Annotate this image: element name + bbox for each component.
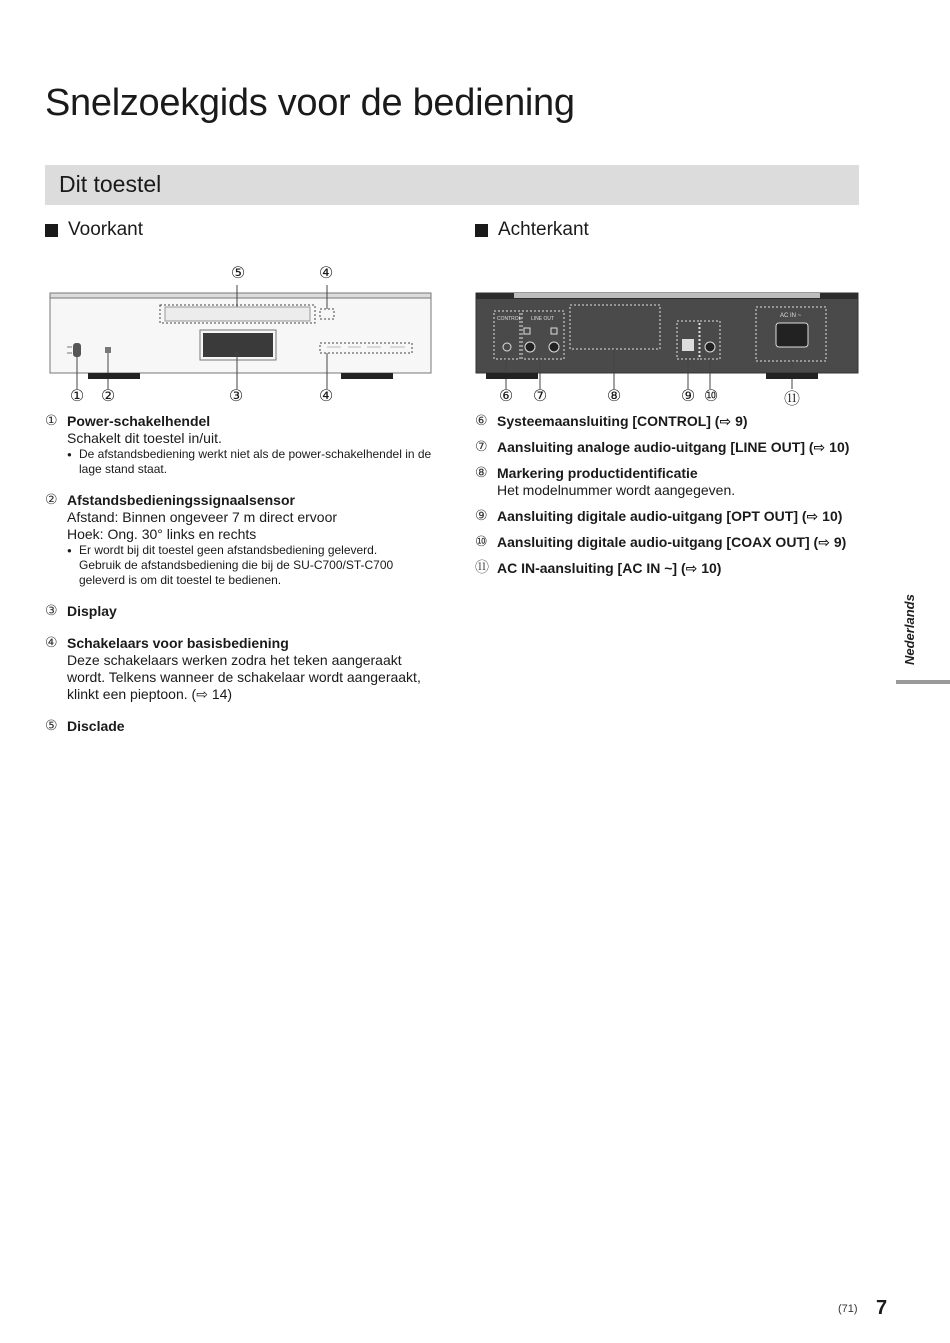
callout-10: ⑩ <box>703 386 719 405</box>
item-heading: Aansluiting digitale audio-uitgang [COAX OUT] (⇨ 9) <box>497 534 847 550</box>
list-item <box>45 635 435 703</box>
item-text: Het modelnummer wordt aangegeven. <box>497 482 736 498</box>
back-heading <box>475 219 589 241</box>
item-heading: Disclade <box>67 718 125 734</box>
back-heading-label: Achterkant <box>498 219 589 240</box>
back-items-list <box>475 413 875 586</box>
item-number: ⑤ <box>45 718 58 734</box>
page-number: 7 <box>876 1297 888 1319</box>
item-number: ⑩ <box>475 534 488 550</box>
language-tab-marker <box>896 680 950 684</box>
front-panel-illustration <box>45 285 435 389</box>
list-item <box>475 508 875 525</box>
item-heading: Systeemaansluiting [CONTROL] (⇨ 9) <box>497 413 748 429</box>
front-heading-label: Voorkant <box>68 219 143 240</box>
item-number: ② <box>45 492 58 508</box>
item-heading: Aansluiting digitale audio-uitgang [OPT OUT] (⇨ 10) <box>497 508 843 524</box>
language-tab-label: Nederlands <box>902 594 917 665</box>
item-text: Schakelt dit toestel in/uit. <box>67 430 222 446</box>
back-panel-illustration <box>474 285 864 389</box>
item-number: ⑦ <box>475 439 488 455</box>
item-heading: Power-schakelhendel <box>67 413 211 429</box>
item-text: Hoek: Ong. 30° links en rechts <box>67 526 257 542</box>
callout-4-bottom: ④ <box>318 386 334 405</box>
item-number: ⑧ <box>475 465 488 481</box>
front-items-list <box>45 413 435 744</box>
item-number: ⑨ <box>475 508 488 524</box>
callout-11: ⑪ <box>783 389 800 408</box>
item-heading: Markering productidentificatie <box>497 465 698 481</box>
footer-reference: (71) <box>838 1303 858 1315</box>
list-item <box>45 492 435 588</box>
list-item <box>475 439 875 456</box>
list-item <box>45 413 435 477</box>
line-out-port-label: LINE OUT <box>531 316 555 322</box>
section-title: Dit toestel <box>59 171 162 197</box>
control-port-label: CONTROL <box>497 316 522 322</box>
item-heading: AC IN-aansluiting [AC IN ~] (⇨ 10) <box>497 560 722 576</box>
item-heading: Afstandsbedieningssignaalsensor <box>67 492 295 508</box>
item-note: ● Er wordt bij dit toestel geen afstandsbediening geleverd. <box>67 543 435 558</box>
callout-5-top: ⑤ <box>230 263 246 282</box>
item-number: ③ <box>45 603 58 619</box>
item-number: ⑥ <box>475 413 488 429</box>
section-header <box>45 165 859 205</box>
item-number: ④ <box>45 635 58 651</box>
callout-4-top: ④ <box>318 263 334 282</box>
list-item <box>475 465 875 499</box>
square-bullet-icon <box>45 224 58 237</box>
list-item <box>475 534 875 551</box>
item-text: Deze schakelaars werken zodra het teken aangeraakt wordt. Telkens wanneer de schakelaar wordt aangeraakt, klinkt een pieptoon. (⇨ 14) <box>67 652 421 702</box>
page-title: Snelzoekgids voor de bediening <box>45 82 575 124</box>
item-heading: Display <box>67 603 117 619</box>
list-item <box>475 560 875 577</box>
list-item <box>45 718 435 735</box>
callout-3: ③ <box>228 386 244 405</box>
front-heading <box>45 219 143 241</box>
item-number: ① <box>45 413 58 429</box>
list-item <box>45 603 435 620</box>
item-heading: Aansluiting analoge audio-uitgang [LINE OUT] (⇨ 10) <box>497 439 850 455</box>
item-note: ● De afstandsbediening werkt niet als de power-schakelhendel in de lage stand staat. <box>67 447 435 477</box>
callout-9: ⑨ <box>680 386 696 405</box>
item-number: ⑪ <box>475 560 489 576</box>
callout-7: ⑦ <box>532 386 548 405</box>
item-note: Gebruik de afstandsbediening die bij de SU-C700/ST-C700 geleverd is om dit toestel te bedienen. <box>79 558 394 587</box>
callout-1: ① <box>69 386 85 405</box>
square-bullet-icon <box>475 224 488 237</box>
item-heading: Schakelaars voor basisbediening <box>67 635 289 651</box>
item-text: Afstand: Binnen ongeveer 7 m direct ervoor <box>67 509 338 525</box>
ac-in-port-label: AC IN ~ <box>780 313 802 319</box>
callout-8: ⑧ <box>606 386 622 405</box>
callout-6: ⑥ <box>498 386 514 405</box>
callout-2: ② <box>100 386 116 405</box>
list-item <box>475 413 875 430</box>
